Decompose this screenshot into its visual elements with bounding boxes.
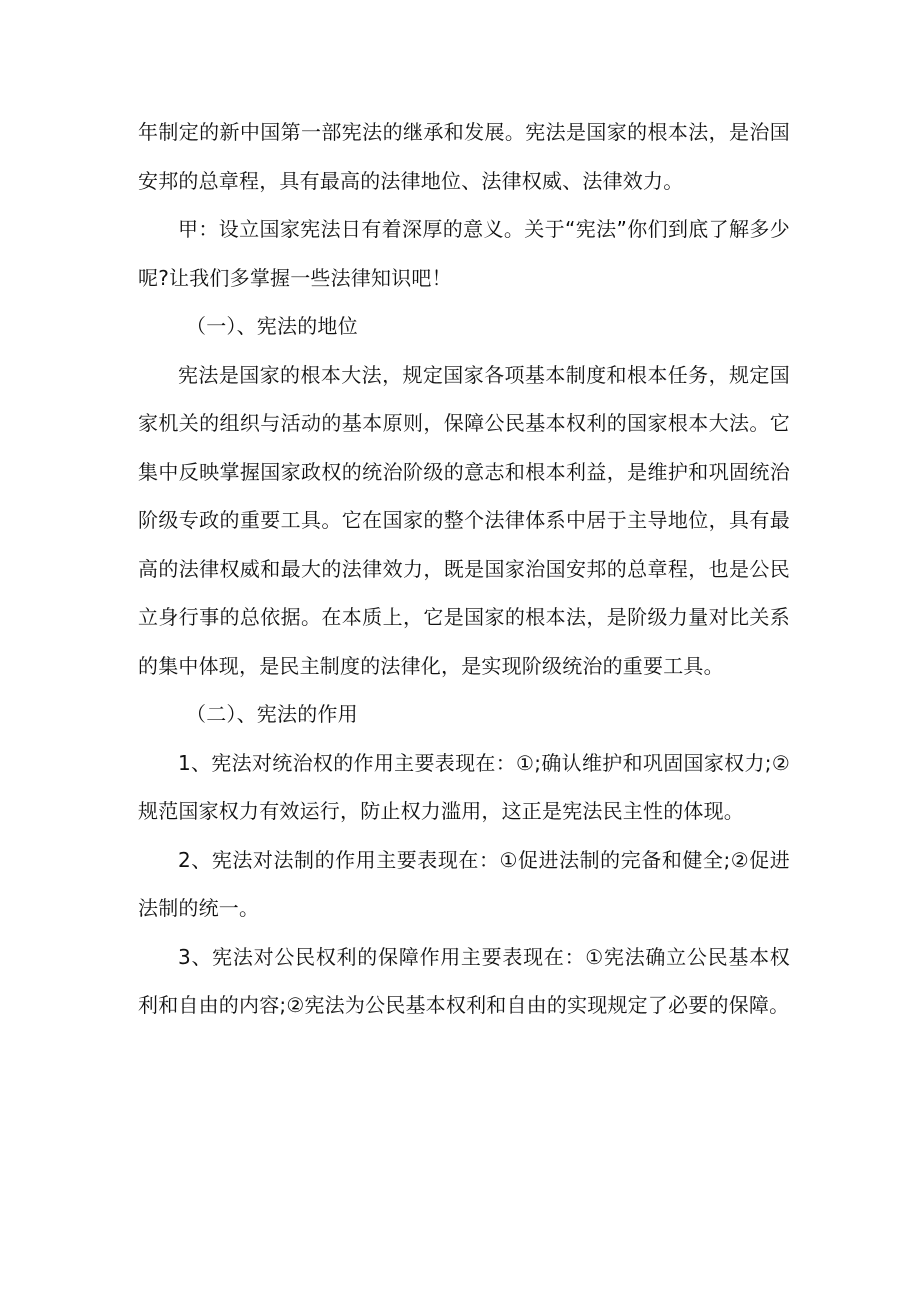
- section-heading-status: （一）、宪法的地位: [186, 314, 358, 338]
- paragraph-constitution-status: 宪法是国家的根本大法，规定国家各项基本制度和根本任务，规定国家机关的组织与活动的基本原则，保障公民基本权利的国家根本大法。它集中反映掌握国家政权的统治阶级的意志和根本利益，是维护和巩固统治阶级专政的重要工具。它在国家的整个法律体系中居于主导地位，具有最高的法律权威和最大的法律效力，既是国家治国安邦的总章程，也是公民立身行事的总依据。在本质上，它是国家的根本法，是阶级力量对比关系的集中体现，是民主制度的法律化，是实现阶级统治的重要工具。: [138, 362, 790, 678]
- paragraph-intro: 甲：设立国家宪法日有着深厚的意义。关于“宪法”你们到底了解多少呢?让我们多掌握一些法律知识吧！: [138, 217, 790, 290]
- paragraph-function-2: 2、宪法对法制的作用主要表现在：①促进法制的完备和健全;②促进法制的统一。: [138, 847, 790, 920]
- paragraph-function-3: 3、宪法对公民权利的保障作用主要表现在：①宪法确立公民基本权利和自由的内容;②宪法为公民基本权利和自由的实现规定了必要的保障。: [138, 944, 790, 1017]
- section-heading-function: （二）、宪法的作用: [186, 702, 358, 726]
- document-body: [138, 108, 790, 1030]
- paragraph-function-1: 1、宪法对统治权的作用主要表现在：①;确认维护和巩固国家权力;②规范国家权力有效运行，防止权力滥用，这正是宪法民主性的体现。: [138, 750, 790, 823]
- paragraph-continuation: 年制定的新中国第一部宪法的继承和发展。宪法是国家的根本法，是治国安邦的总章程，具有最高的法律地位、法律权威、法律效力。: [138, 120, 790, 193]
